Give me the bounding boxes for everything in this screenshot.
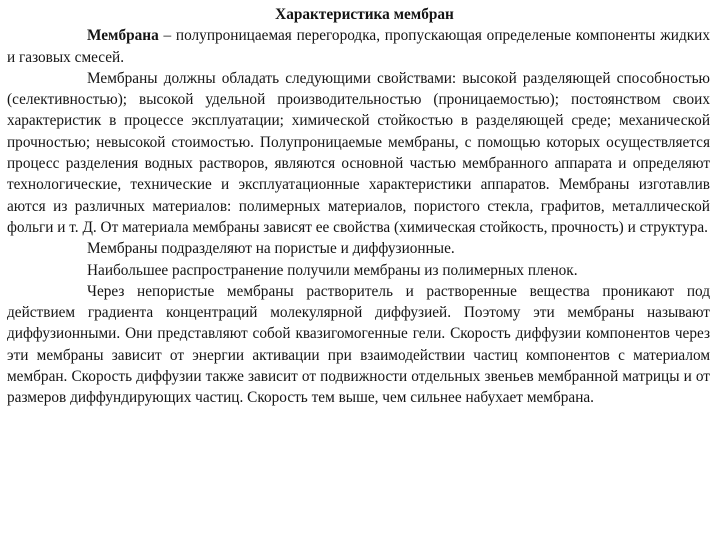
defined-term: Мембрана [87,27,159,45]
body-paragraph-classification: Мембраны подразделяют на пористые и диффузионные. [87,240,455,258]
body-paragraph-diffusion: Через непористые мембраны растворитель и растворенные вещества проникают под действием градиента концентраций молекулярной диффузией. Поэтому эти мембраны называют диффузионными. Они представляют собой квазигомогенные гели. Скорость диффузии компонентов через эти мембраны зависит от энергии активации при взаимодействии частиц компонентов с материалом мембран. Скорость диффузии также зависит от подвижности отдельных звеньев мембранной матрицы и от размеров диффундирующих частиц. Скорость тем выше, чем сильнее набухает мембрана. [7,282,710,407]
document-title: Характеристика мембран [275,6,454,23]
body-paragraph-properties: Мембраны должны обладать следующими свойствами: высокой разделяющей способностью (селективностью); высокой удельной производительностью (проницаемостью); постоянством своих характеристик в процессе эксплуатации; химической стойкостью в разделяющей среде; механической прочностью; невысокой стоимостью. Полупроницаемые мембраны, с помощью которых осуществляется процесс разделения водных растворов, являются основной частью мембранного аппарата и определяют технологические, технические и эксплуатационные характеристики аппаратов. Мембраны изготавлив аются из различных материалов: полимерных материалов, пористого стекла, графитов, металлической фольги и т. Д. От материала мембраны зависят ее свойства (химическая стойкость, прочность) и структура. [7,69,710,236]
document-page [7,4,710,409]
definition-paragraph [7,25,710,68]
definition-text: – полупроницаемая перегородка, пропускающая определеные компоненты жидких и газовых смесей. [7,27,710,66]
body-paragraph-polymer: Наибольшее распространение получили мембраны из полимерных пленок. [87,261,578,279]
